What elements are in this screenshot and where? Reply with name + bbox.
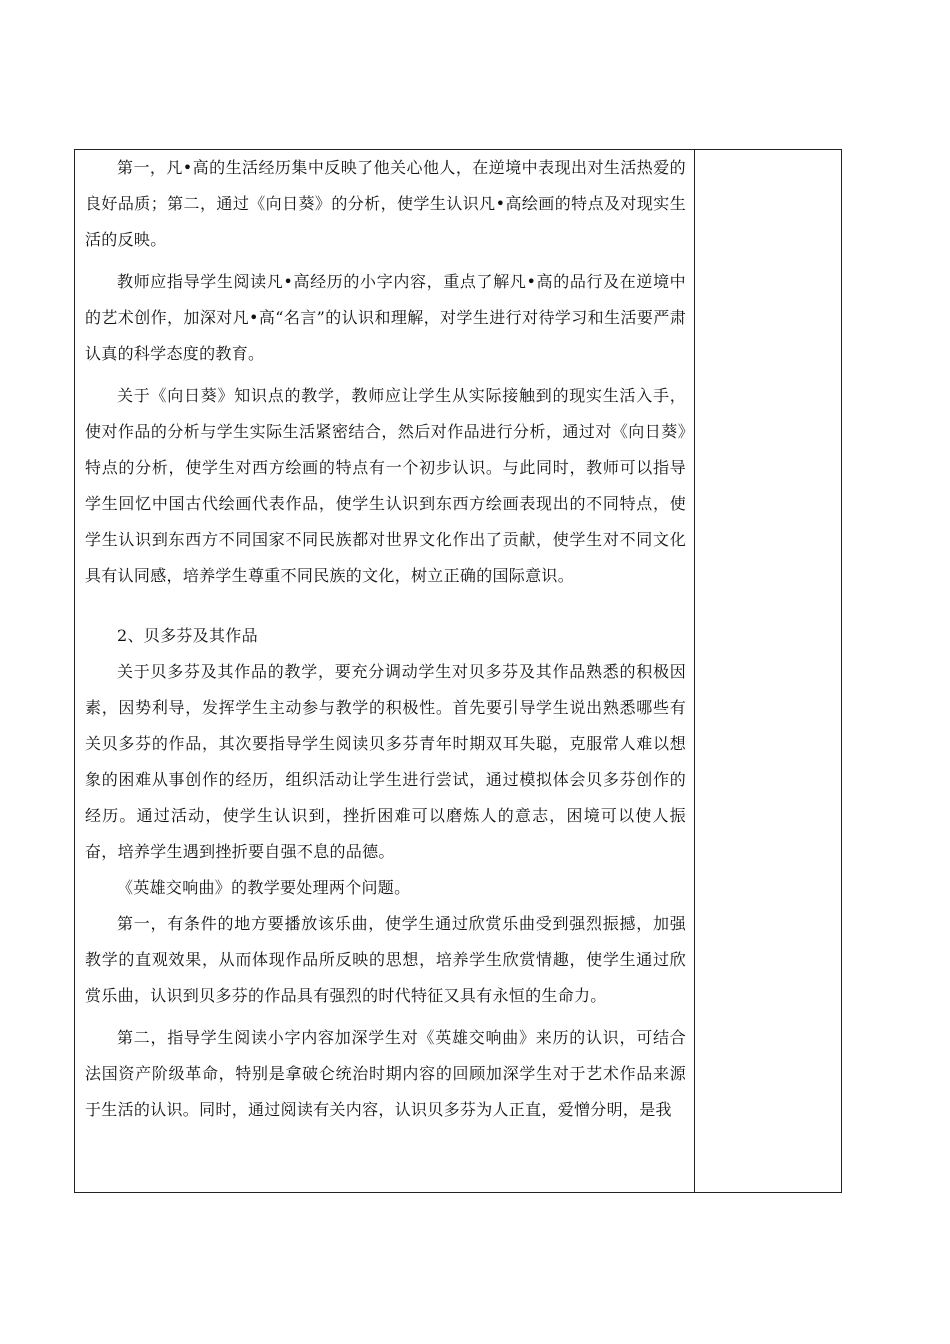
lesson-table xyxy=(74,149,842,1193)
paragraph-beethoven-teaching: 关于贝多芬及其作品的教学，要充分调动学生对贝多芬及其作品熟悉的积极因素，因势利导，发挥学生主动参与教学的积极性。首先要引导学生说出熟悉哪些有关贝多芬的作品，其次要指导学生阅读贝多芬青年时期双耳失聪，克服常人难以想象的困难从事创作的经历，组织活动让学生进行尝试，通过模拟体会贝多芬创作的经历。通过活动，使学生认识到，挫折困难可以磨炼人的意志，困境可以使人振奋，培养学生遇到挫折要自强不息的品德。 xyxy=(85,662,686,861)
paragraph-eroica-intro: 《英雄交响曲》的教学要处理两个问题。 xyxy=(117,878,411,897)
paragraph-eroica-second: 第二，指导学生阅读小字内容加深学生对《英雄交响曲》来历的认识，可结合法国资产阶级革命，特别是拿破仑统治时期内容的回顾加深学生对于艺术作品来源于生活的认识。同时，通过阅读有关内容，认识贝多芬为人正直，爱憎分明，是我 xyxy=(85,1028,686,1119)
paragraph-van-gogh-reading: 教师应指导学生阅读凡•高经历的小字内容，重点了解凡•高的品行及在逆境中的艺术创作，加深对凡•高“名言”的认识和理解，对学生进行对待学习和生活要严肃认真的科学态度的教育。 xyxy=(85,272,686,363)
paragraph-van-gogh-points: 第一，凡•高的生活经历集中反映了他关心他人，在逆境中表现出对生活热爱的良好品质；第二，通过《向日葵》的分析，使学生认识凡•高绘画的特点及对现实生活的反映。 xyxy=(85,158,686,249)
section-heading-beethoven: 2、贝多芬及其作品 xyxy=(117,626,258,645)
paragraph-eroica-first: 第一，有条件的地方要播放该乐曲，使学生通过欣赏乐曲受到强烈振撼，加强教学的直观效果，从而体现作品所反映的思想，培养学生欣赏情趣，使学生通过欣赏乐曲，认识到贝多芬的作品具有强烈的时代特征又具有永恒的生命力。 xyxy=(85,914,686,1005)
notes-cell xyxy=(695,150,841,1192)
content-cell xyxy=(75,150,695,1192)
paragraph-sunflowers-teaching: 关于《向日葵》知识点的教学，教师应让学生从实际接触到的现实生活入手，使对作品的分析与学生实际生活紧密结合，然后对作品进行分析，通过对《向日葵》特点的分析，使学生对西方绘画的特点有一个初步认识。与此同时，教师可以指导学生回忆中国古代绘画代表作品，使学生认识到东西方绘画表现出的不同特点，使学生认识到东西方不同国家不同民族都对世界文化作出了贡献，使学生对不同文化具有认同感，培养学生尊重不同民族的文化，树立正确的国际意识。 xyxy=(85,386,686,585)
